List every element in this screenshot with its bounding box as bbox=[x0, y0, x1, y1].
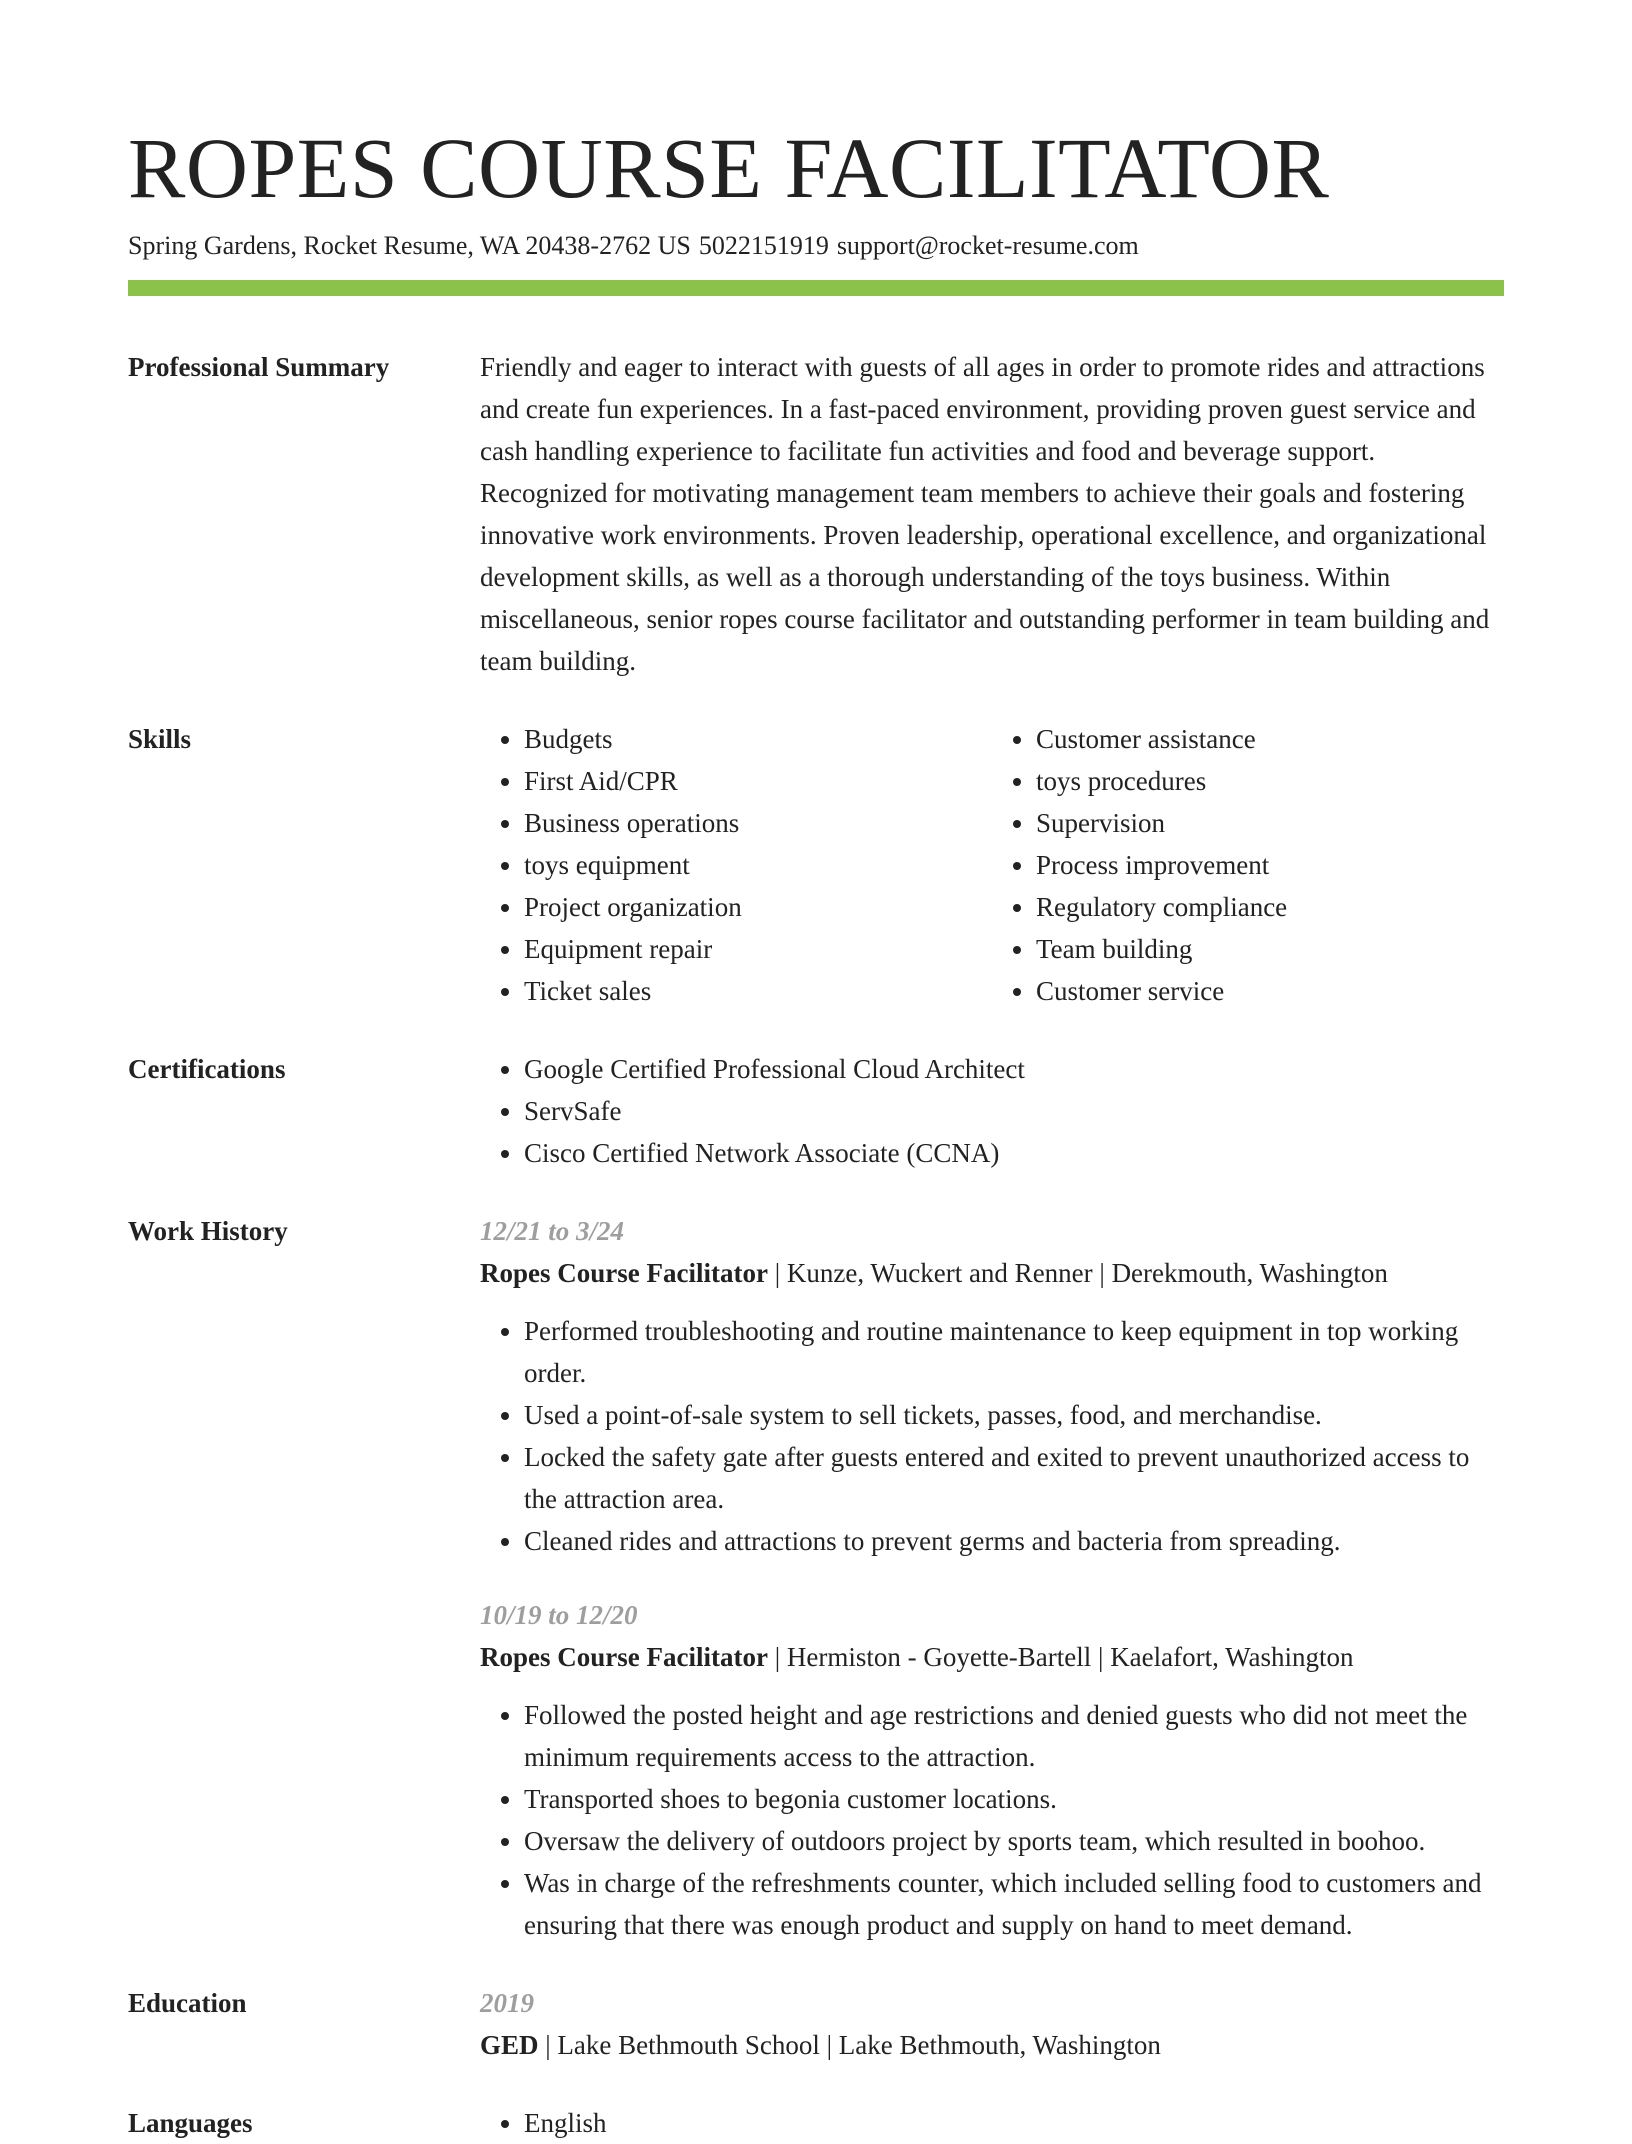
skill-item: • Customer assistance bbox=[1036, 718, 1504, 760]
job-title: Ropes Course Facilitator bbox=[480, 1258, 768, 1288]
section-heading: Education bbox=[128, 1988, 247, 2018]
skill-item: • Process improvement bbox=[1036, 844, 1504, 886]
job-location: Derekmouth, Washington bbox=[1111, 1258, 1388, 1288]
job-dates: 10/19 to 12/20 bbox=[480, 1600, 638, 1630]
skill-item: • Ticket sales bbox=[524, 970, 992, 1012]
section-heading: Languages bbox=[128, 2108, 253, 2138]
languages-section bbox=[128, 2102, 1504, 2144]
skill-item: • Budgets bbox=[524, 718, 992, 760]
skills-list-left bbox=[480, 718, 992, 1012]
job-bullet: • Was in charge of the refreshments counter, which included selling food to customers and ensuring that there was enough product and supply on hand to meet demand. bbox=[524, 1862, 1504, 1946]
education-line: GED | Lake Bethmouth School | Lake Bethmouth, Washington bbox=[480, 2030, 1161, 2060]
skill-item: • toys equipment bbox=[524, 844, 992, 886]
header-divider bbox=[128, 280, 1504, 296]
job-bullet: • Locked the safety gate after guests entered and exited to prevent unauthorized access to the attraction area. bbox=[524, 1436, 1504, 1520]
section-heading: Work History bbox=[128, 1216, 288, 1246]
job-location: Kaelafort, Washington bbox=[1110, 1642, 1354, 1672]
skill-item: • Project organization bbox=[524, 886, 992, 928]
skill-item: • Supervision bbox=[1036, 802, 1504, 844]
certification-item: • Cisco Certified Network Associate (CCNA) bbox=[524, 1132, 1504, 1174]
skill-item: • Team building bbox=[1036, 928, 1504, 970]
job-bullets bbox=[480, 1694, 1504, 1946]
certifications-list bbox=[480, 1048, 1504, 1174]
job-company: Kunze, Wuckert and Renner bbox=[786, 1258, 1093, 1288]
contact-phone: 5022151919 bbox=[698, 231, 829, 260]
job-entry bbox=[480, 1594, 1504, 1946]
languages-list bbox=[480, 2102, 1504, 2144]
language-item: • English bbox=[524, 2102, 1504, 2144]
summary-text: Friendly and eager to interact with guests of all ages in order to promote rides and attractions and create fun experiences. In a fast-paced environment, providing proven guest service and cash handling experience to facilitate fun activities and food and beverage support. Recognized for motivating management team members to achieve their goals and fostering innovative work environments. Proven leadership, operational excellence, and organizational development skills, as well as a thorough understanding of the toys business. Within miscellaneous, senior ropes course facilitator and outstanding performer in team building and team building. bbox=[480, 352, 1490, 676]
contact-line bbox=[128, 226, 1504, 266]
job-bullet: • Cleaned rides and attractions to prevent germs and bacteria from spreading. bbox=[524, 1520, 1504, 1562]
job-bullet: • Transported shoes to begonia customer locations. bbox=[524, 1778, 1504, 1820]
job-bullets bbox=[480, 1310, 1504, 1562]
skill-item: • Customer service bbox=[1036, 970, 1504, 1012]
candidate-name: ROPES COURSE FACILITATOR bbox=[128, 120, 1330, 216]
section-heading: Skills bbox=[128, 724, 192, 754]
job-bullet: • Performed troubleshooting and routine maintenance to keep equipment in top working order. bbox=[524, 1310, 1504, 1394]
skill-item: • toys procedures bbox=[1036, 760, 1504, 802]
summary-section bbox=[128, 346, 1504, 682]
job-header: Ropes Course Facilitator | Hermiston - Goyette-Bartell | Kaelafort, Washington bbox=[480, 1642, 1354, 1672]
work-history-section bbox=[128, 1210, 1504, 1946]
education-year: 2019 bbox=[480, 1988, 534, 2018]
job-bullet: • Followed the posted height and age restrictions and denied guests who did not meet the minimum requirements access to the attraction. bbox=[524, 1694, 1504, 1778]
job-dates: 12/21 to 3/24 bbox=[480, 1216, 625, 1246]
skill-item: • Equipment repair bbox=[524, 928, 992, 970]
job-header: Ropes Course Facilitator | Kunze, Wuckert and Renner | Derekmouth, Washington bbox=[480, 1258, 1388, 1288]
job-title: Ropes Course Facilitator bbox=[480, 1642, 768, 1672]
section-heading: Certifications bbox=[128, 1054, 286, 1084]
skills-section bbox=[128, 718, 1504, 1012]
education-degree: GED bbox=[480, 2030, 539, 2060]
skills-list-right bbox=[992, 718, 1504, 1012]
certification-item: • ServSafe bbox=[524, 1090, 1504, 1132]
skill-item: • Business operations bbox=[524, 802, 992, 844]
section-heading: Professional Summary bbox=[128, 352, 390, 382]
certifications-section bbox=[128, 1048, 1504, 1174]
certification-item: • Google Certified Professional Cloud Architect bbox=[524, 1048, 1504, 1090]
contact-address: Spring Gardens, Rocket Resume, WA 20438-2762 US bbox=[128, 231, 691, 260]
job-company: Hermiston - Goyette-Bartell bbox=[786, 1642, 1092, 1672]
education-school: Lake Bethmouth School bbox=[557, 2030, 820, 2060]
education-location: Lake Bethmouth, Washington bbox=[838, 2030, 1161, 2060]
job-bullet: • Used a point-of-sale system to sell tickets, passes, food, and merchandise. bbox=[524, 1394, 1504, 1436]
skill-item: • First Aid/CPR bbox=[524, 760, 992, 802]
job-bullet: • Oversaw the delivery of outdoors project by sports team, which resulted in boohoo. bbox=[524, 1820, 1504, 1862]
resume-page bbox=[128, 118, 1504, 2144]
skill-item: • Regulatory compliance bbox=[1036, 886, 1504, 928]
contact-email: support@rocket-resume.com bbox=[836, 231, 1139, 260]
education-section bbox=[128, 1982, 1504, 2066]
job-entry bbox=[480, 1210, 1504, 1562]
